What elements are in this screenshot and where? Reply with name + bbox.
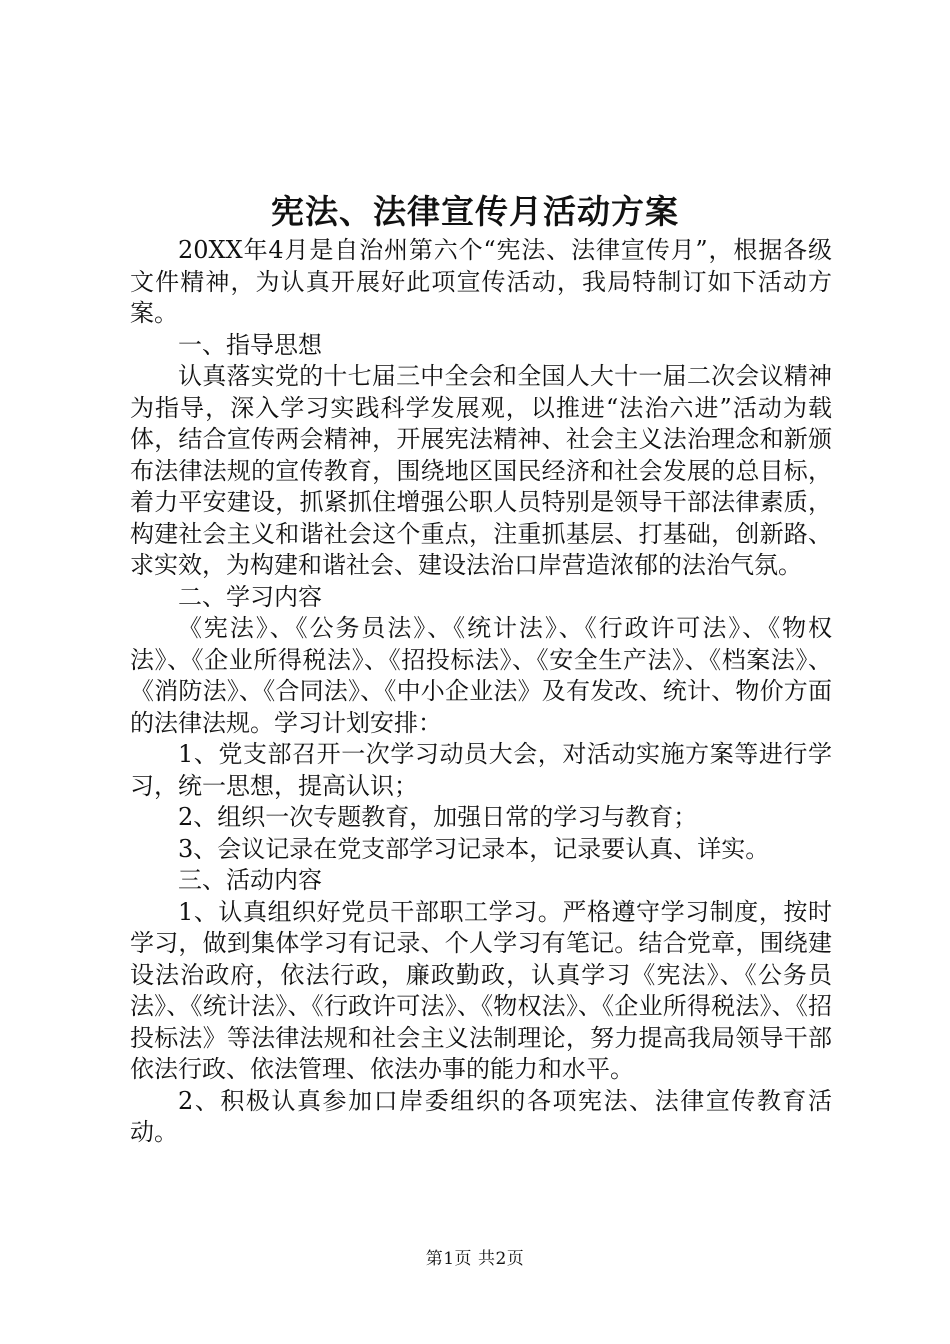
section-heading-study-content: 二、学习内容 — [178, 582, 322, 611]
intro-paragraph: 20XX年4月是自治州第六个“宪法、法律宣传月”，根据各级文件精神，为认真开展好此项宣传活动，我局特制订如下活动方案。 — [130, 236, 832, 327]
study-plan-item-3: 3、会议记录在党支部学习记录本，记录要认真、详实。 — [178, 834, 770, 863]
activity-item-1: 1、认真组织好党员干部职工学习。严格遵守学习制度，按时学习，做到集体学习有记录、个人学习有笔记。结合党章，围绕建设法治政府，依法行政，廉政勤政，认真学习《宪法》、《公务员法》、《统计法》、《行政许可法》、《物权法》、《企业所得税法》、《招投标法》等法律法规和社会主义法制理论，努力提高我局领导干部依法行政、依法管理、依法办事的能力和水平。 — [130, 897, 832, 1083]
page-footer: 第1页 共2页 — [425, 1249, 525, 1269]
activity-item-2: 2、积极认真参加口岸委组织的各项宪法、法律宣传教育活动。 — [130, 1086, 832, 1146]
guiding-ideology-paragraph: 认真落实党的十七届三中全会和全国人大十一届二次会议精神为指导，深入学习实践科学发展观，以推进“法治六进”活动为载体，结合宣传两会精神，开展宪法精神、社会主义法治理念和新颁布法律法规的宣传教育，围绕地区国民经济和社会发展的总目标，着力平安建设，抓紧抓住增强公职人员特别是领导干部法律素质，构建社会主义和谐社会这个重点，注重抓基层、打基础，创新路、求实效，为构建和谐社会、建设法治口岸营造浓郁的法治气氛。 — [130, 362, 832, 579]
document-title: 宪法、法律宣传月活动方案 — [271, 192, 679, 231]
study-plan-item-2: 2、组织一次专题教育，加强日常的学习与教育； — [178, 803, 698, 831]
study-plan-item-1: 1、党支部召开一次学习动员大会，对活动实施方案等进行学习，统一思想，提高认识； — [130, 740, 832, 800]
document-body — [130, 235, 832, 1149]
section-heading-activity-content: 三、活动内容 — [178, 866, 322, 894]
section-heading-guiding-ideology: 一、指导思想 — [178, 330, 322, 359]
study-content-paragraph: 《宪法》、《公务员法》、《统计法》、《行政许可法》、《物权法》、《企业所得税法》、《招投标法》、《安全生产法》、《档案法》、《消防法》、《合同法》、《中小企业法》及有发改、统计、物价方面的法律法规。学习计划安排： — [130, 614, 832, 737]
